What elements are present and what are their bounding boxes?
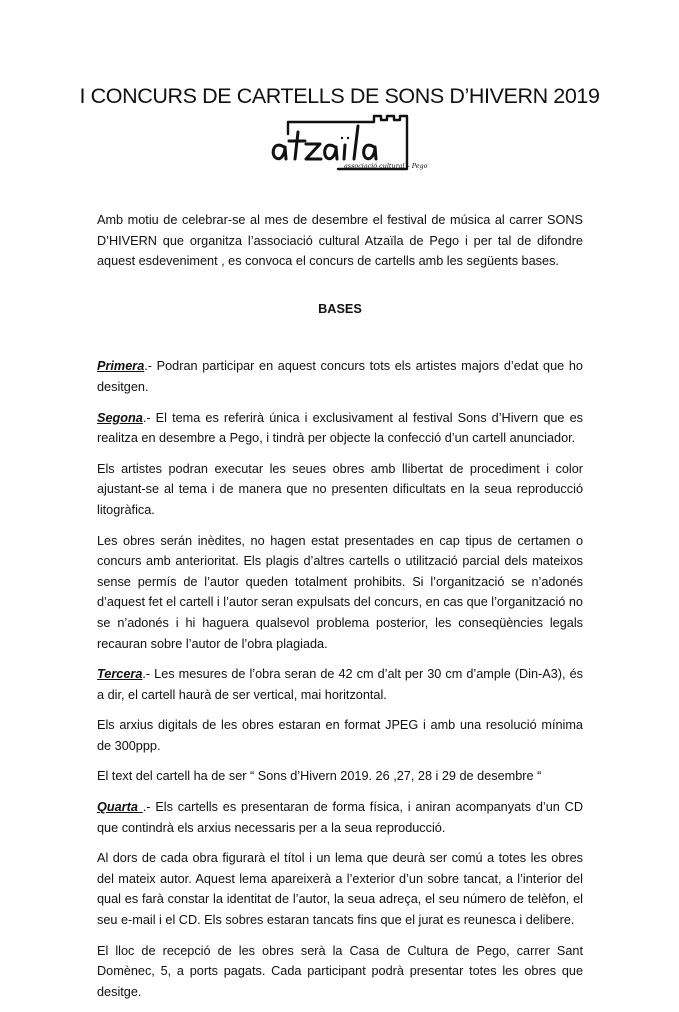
section-keyword: Primera (97, 359, 145, 374)
document-title: I CONCURS DE CARTELLS DE SONS D’HIVERN 2019 (79, 84, 600, 108)
intro-paragraph: Amb motiu de celebrar-se al mes de desembre el festival de música al carrer SONS D’HIVERN que organitza l’associació cultural Atzaïla de Pego i per tal de difondre aquest esdeveniment , es convoca el concurs de cartells amb les següents bases. (97, 213, 583, 269)
section-tercera (97, 664, 583, 705)
paragraph-obres: Les obres serán inèdites, no hagen estat presentades en cap tipus de certamen o concurs amb anterioritat. Els plagis d’altres cartells o utilització parcial dels mateixos sense permís de l’autor queden totalment prohibits. Si l’organització se n’adonés d’aquest fet el cartell i l’autor seran expulsats del concurs, en cas que l’organització no se n’adonés i hi haguera qualsevol problema posterior, les conseqüències legals recauran sobre l’autor de l’obra plagiada. (97, 533, 583, 651)
section-text: .- Les mesures de l’obra seran de 42 cm d’alt per 30 cm d’ample (Din-A3), és a dir, el cartell haurà de ser vertical, mai horitzontal. (97, 667, 583, 702)
paragraph-arxius: Els arxius digitals de les obres estaran en format JPEG i amb una resolució mínima de 300ppp. (97, 718, 583, 753)
section-keyword: Segona (97, 410, 143, 425)
section-quarta (97, 797, 583, 838)
section-text: .- Podran participar en aquest concurs tots els artistes majors d’edat que ho desitgen. (97, 359, 583, 394)
paragraph-artistes: Els artistes podran executar les seues obres amb llibertat de procediment i color ajustant-se al tema i de manera que no presenten dificultats en la seua reproducció litogràfica. (97, 461, 583, 517)
paragraph-text-cartell: El text del cartell ha de ser “ Sons d’Hivern 2019. 26 ,27, 28 i 29 de desembre “ (97, 769, 542, 784)
section-segona (97, 408, 583, 449)
paragraph-dors: Al dors de cada obra figurarà el títol i un lema que deurà ser comú a totes les obres del mateix autor. Aquest lema apareixerà a l’exterior d’un sobre tancat, a l’interior del qual es farà constar la identitat de l’autor, la seua adreça, el seu número de telèfon, el seu e-mail i el CD. Els sobres estaran tancats fins que el jurat es reunesca i delibere. (97, 851, 583, 928)
section-keyword: Tercera (97, 667, 143, 682)
section-text: .- Els cartells es presentaran de forma física, i aniran acompanyats d’un CD que contindrà els arxius necessaris per a la seua reproducció. (97, 800, 583, 835)
bases-heading: BASES (318, 301, 362, 316)
section-text: .- El tema es referirà única i exclusivament al festival Sons d’Hivern que es realitza en desembre a Pego, i tindrà per objecte la confecció d’un cartell anunciador. (97, 410, 583, 446)
paragraph-recepcio: El lloc de recepció de les obres serà la Casa de Cultura de Pego, carrer Sant Domènec, 5, a ports pagats. Cada participant podrà presentar totes les obres que desitge. (97, 943, 583, 999)
section-primera (97, 356, 583, 397)
document-body (97, 210, 583, 1012)
logo-subtitle: associació cultural – Pego (344, 162, 428, 170)
section-keyword: Quarta (97, 800, 143, 815)
atzaila-logo (268, 114, 428, 176)
